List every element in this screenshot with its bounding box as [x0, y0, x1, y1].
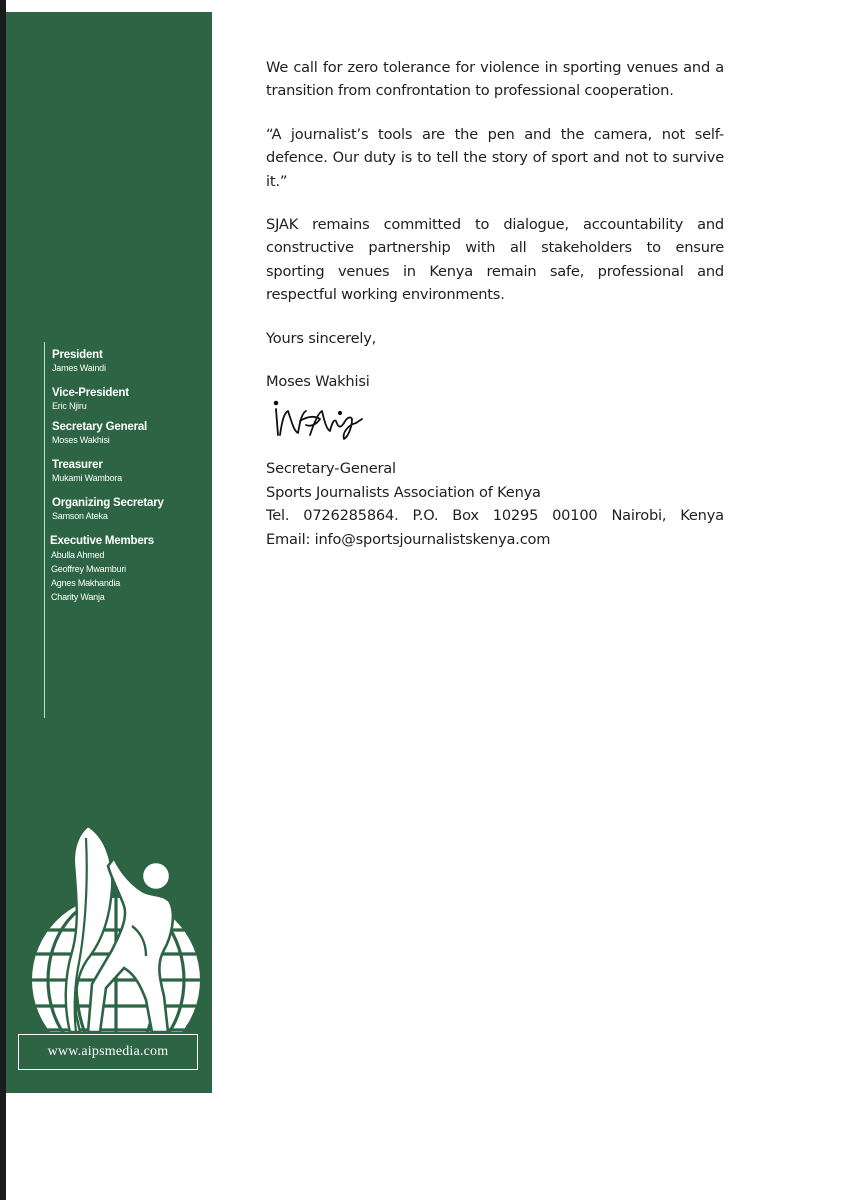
executive-title: Executive Members: [50, 535, 154, 547]
letter-body: [266, 56, 724, 551]
official-president: [52, 348, 212, 374]
tel-word: Nairobi,: [611, 507, 667, 525]
letter-paragraph: SJAK remains committed to dialogue, accountability and constructive partnership with all stakeholders to ensure sporting venues in Kenya remain safe, professional and respectful working environments.: [266, 216, 724, 304]
officials-list: [52, 348, 212, 616]
organization-name: Sports Journalists Association of Kenya: [266, 483, 541, 501]
sidebar: [6, 12, 212, 1093]
closing-salutation: Yours sincerely,: [266, 329, 377, 347]
website-link[interactable]: www.aipsmedia.com: [18, 1034, 198, 1070]
tel-word: P.O.: [412, 507, 439, 525]
official-title: Secretary General: [52, 421, 148, 433]
signature-icon: [270, 399, 370, 443]
tel-word: Tel.: [266, 507, 290, 525]
letter-quote: “A journalist’s tools are the pen and the camera, not self-defence. Our duty is to tell the story of sport and not to survive it.”: [266, 125, 724, 190]
tel-word: Box: [452, 507, 479, 525]
signatory-name: Moses Wakhisi: [266, 373, 370, 391]
tel-word: 00100: [552, 507, 598, 525]
official-vice-president: [52, 386, 212, 412]
email-link[interactable]: Email: info@sportsjournalistskenya.com: [266, 530, 551, 548]
executive-member: Geoffrey Mwamburi: [51, 564, 126, 574]
official-treasurer: [52, 458, 212, 484]
sidebar-divider: [44, 342, 45, 718]
tel-word: Kenya: [680, 507, 724, 525]
official-title: Organizing Secretary: [52, 497, 164, 509]
contact-block: [266, 457, 724, 551]
signatory-position: Secretary-General: [266, 460, 396, 478]
letter-paragraph: We call for zero tolerance for violence in sporting venues and a transition from confrontation to professional cooperation.: [266, 59, 724, 100]
official-title: Treasurer: [52, 459, 103, 471]
official-name: Moses Wakhisi: [52, 435, 110, 445]
official-title: President: [52, 349, 103, 361]
executive-list: [50, 548, 212, 604]
official-organizing-secretary: [52, 496, 212, 522]
official-name: Mukami Wambora: [52, 473, 122, 483]
official-name: James Waindi: [52, 363, 106, 373]
aips-logo-icon: [28, 818, 204, 1044]
official-name: Samson Ateka: [52, 511, 108, 521]
executive-member: Abulla Ahmed: [51, 550, 105, 560]
official-name: Eric Njiru: [52, 401, 87, 411]
official-secretary-general: [52, 420, 212, 446]
executive-member: Agnes Makhandia: [51, 578, 121, 588]
official-title: Vice-President: [52, 387, 129, 399]
executive-members: [50, 534, 212, 604]
telephone-address: [266, 504, 724, 527]
executive-member: Charity Wanja: [51, 592, 105, 602]
tel-word: 0726285864.: [303, 507, 399, 525]
tel-word: 10295: [492, 507, 539, 525]
